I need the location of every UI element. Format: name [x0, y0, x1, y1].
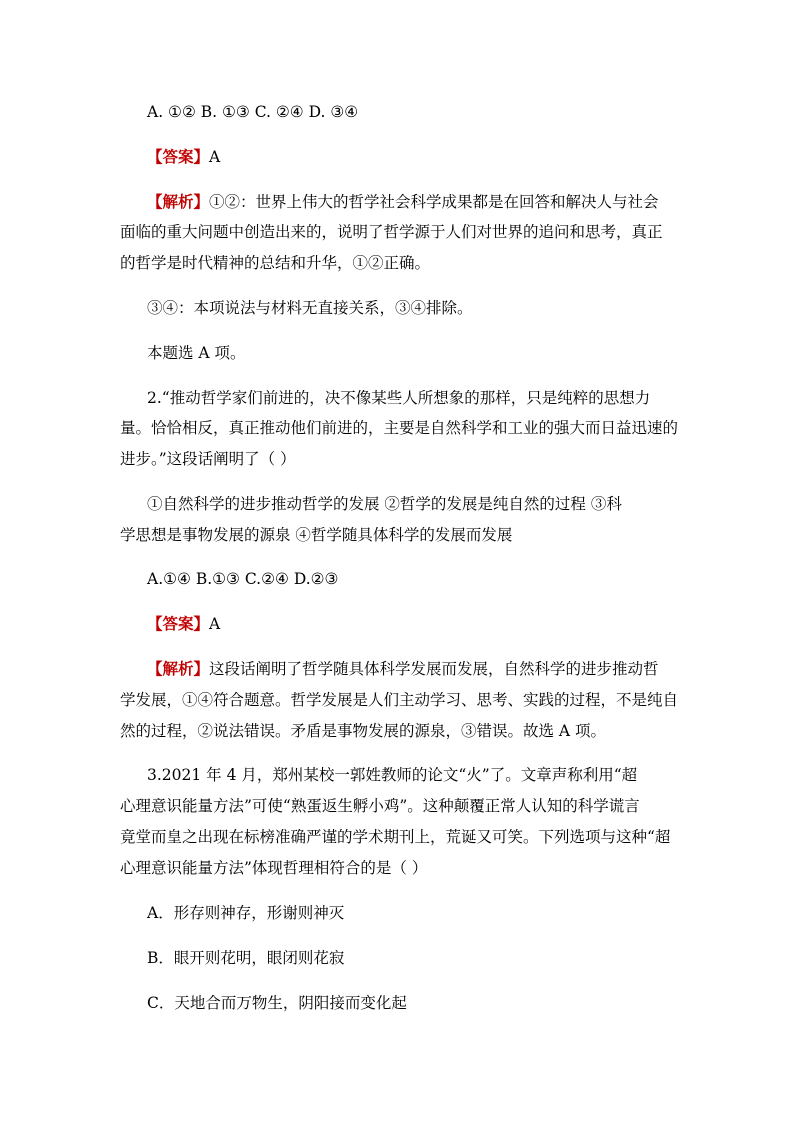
analysis-text: 这段话阐明了哲学随具体科学发展而发展，自然科学的进步推动哲 — [209, 660, 659, 678]
analysis-text: ①②：世界上伟大的哲学社会科学成果都是在回答和解决人与社会 — [209, 193, 659, 211]
answer-tag: 【答案】 — [147, 614, 210, 633]
answer-value: A — [209, 148, 221, 166]
q1-analysis-line-2: 面临的重大问题中创造出来的，说明了哲学源于人们对世界的追问和思考，真正 — [120, 223, 663, 241]
q1-analysis-line-1 — [147, 192, 659, 212]
q2-options: A.①④ B.①③ C.②④ D.②③ — [147, 570, 339, 588]
q2-stem-line-3: 进步。”这段话阐明了（ ） — [120, 450, 296, 468]
analysis-tag: 【解析】 — [147, 659, 210, 678]
q3-option-a: A．形存则神存，形谢则神灭 — [147, 904, 345, 922]
q2-answer — [147, 614, 220, 634]
q2-stem-line-2: 量。恰恰相反，真正推动他们前进的，主要是自然科学和工业的强大而日益迅速的 — [120, 419, 679, 437]
q1-answer — [147, 147, 220, 167]
q2-analysis-line-3: 然的过程，②说法错误。矛盾是事物发展的源泉，③错误。故选 A 项。 — [120, 722, 607, 740]
q2-analysis-line-2: 学发展，①④符合题意。哲学发展是人们主动学习、思考、实践的过程，不是纯自 — [120, 691, 679, 709]
q3-stem-line-2: 心理意识能量方法”可使“熟蛋返生孵小鸡”。这种颠覆正常人认知的科学谎言 — [120, 797, 640, 815]
answer-value: A — [209, 615, 221, 633]
q3-stem-line-4: 心理意识能量方法”体现哲理相符合的是（ ） — [120, 859, 428, 877]
q3-stem-line-3: 竟堂而皇之出现在标榜准确严谨的学术期刊上，荒诞又可笑。下列选项与这种“超 — [120, 828, 671, 846]
q1-analysis-line-3: 的哲学是时代精神的总结和升华，①②正确。 — [120, 254, 431, 272]
q1-options: A. ①② B. ①③ C. ②④ D. ③④ — [147, 103, 359, 121]
q2-analysis-line-1 — [147, 659, 659, 679]
q3-option-b: B．眼开则花明，眼闭则花寂 — [147, 949, 345, 967]
q3-stem-line-1: 3.2021 年 4 月，郑州某校一郭姓教师的论文“火”了。文章声称利用“超 — [147, 766, 638, 784]
q2-stem-line-1: 2.“推动哲学家们前进的，决不像某些人所想象的那样，只是纯粹的思想力 — [147, 389, 651, 407]
q2-statement-line-2: 学思想是事物发展的源泉 ④哲学随具体科学的发展而发展 — [120, 526, 513, 544]
q3-option-c: C．天地合而万物生，阴阳接而变化起 — [147, 994, 407, 1012]
analysis-tag: 【解析】 — [147, 192, 210, 211]
q2-statement-line-1: ①自然科学的进步推动哲学的发展 ②哲学的发展是纯自然的过程 ③科 — [147, 495, 622, 513]
q1-conclusion: 本题选 A 项。 — [147, 344, 246, 362]
answer-tag: 【答案】 — [147, 147, 210, 166]
q1-analysis-p2: ③④：本项说法与材料无直接关系，③④排除。 — [147, 299, 473, 317]
